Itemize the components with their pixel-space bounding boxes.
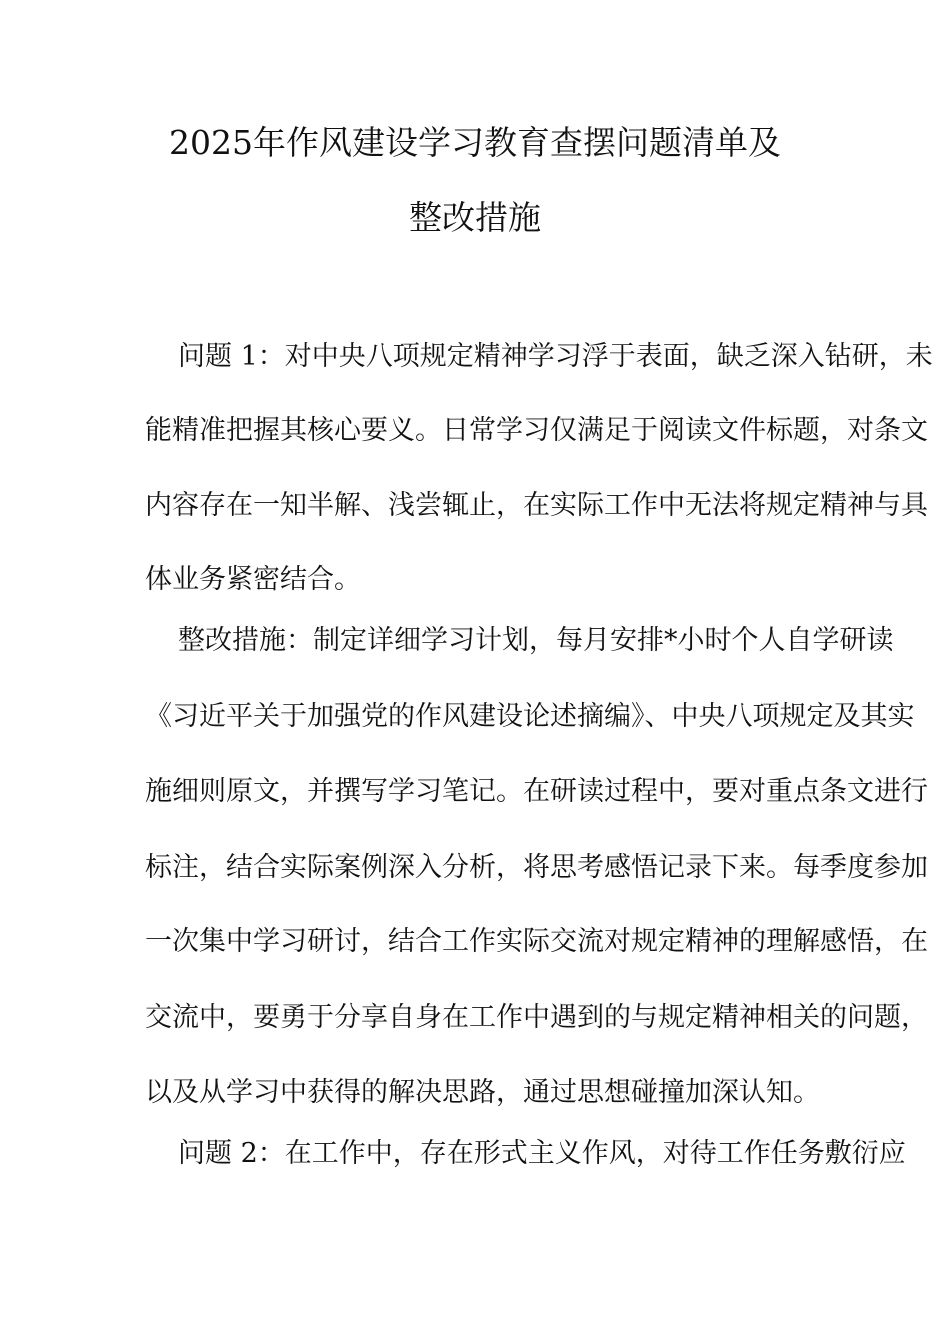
text-line: 标注，结合实际案例深入分析，将思考感悟记录下来。每季度参加 <box>145 852 928 883</box>
text-line: 体业务紧密结合。 <box>145 564 361 595</box>
text-line: 施细则原文，并撰写学习笔记。在研读过程中，要对重点条文进行 <box>145 776 928 807</box>
text-line: 《习近平关于加强党的作风建设论述摘编》、中央八项规定及其实 <box>145 701 915 732</box>
text-line: 整改措施：制定详细学习计划，每月安排*小时个人自学研读 <box>178 625 894 656</box>
text-line: 问题 2：在工作中，存在形式主义作风，对待工作任务敷衍应 <box>178 1138 906 1169</box>
text-line: 问题 1：对中央八项规定精神学习浮于表面，缺乏深入钻研，未 <box>178 341 933 372</box>
text-line: 内容存在一知半解、浅尝辄止，在实际工作中无法将规定精神与具 <box>145 490 928 521</box>
title-line-2: 整改措施 <box>409 198 541 237</box>
text-line: 能精准把握其核心要义。日常学习仅满足于阅读文件标题，对条文 <box>145 415 928 446</box>
text-line: 一次集中学习研讨，结合工作实际交流对规定精神的理解感悟，在 <box>145 926 928 957</box>
title-line-1: 2025年作风建设学习教育查摆问题清单及 <box>169 123 781 162</box>
text-line: 以及从学习中获得的解决思路，通过思想碰撞加深认知。 <box>145 1077 820 1108</box>
text-line: 交流中，要勇于分享自身在工作中遇到的与规定精神相关的问题， <box>145 1002 928 1033</box>
